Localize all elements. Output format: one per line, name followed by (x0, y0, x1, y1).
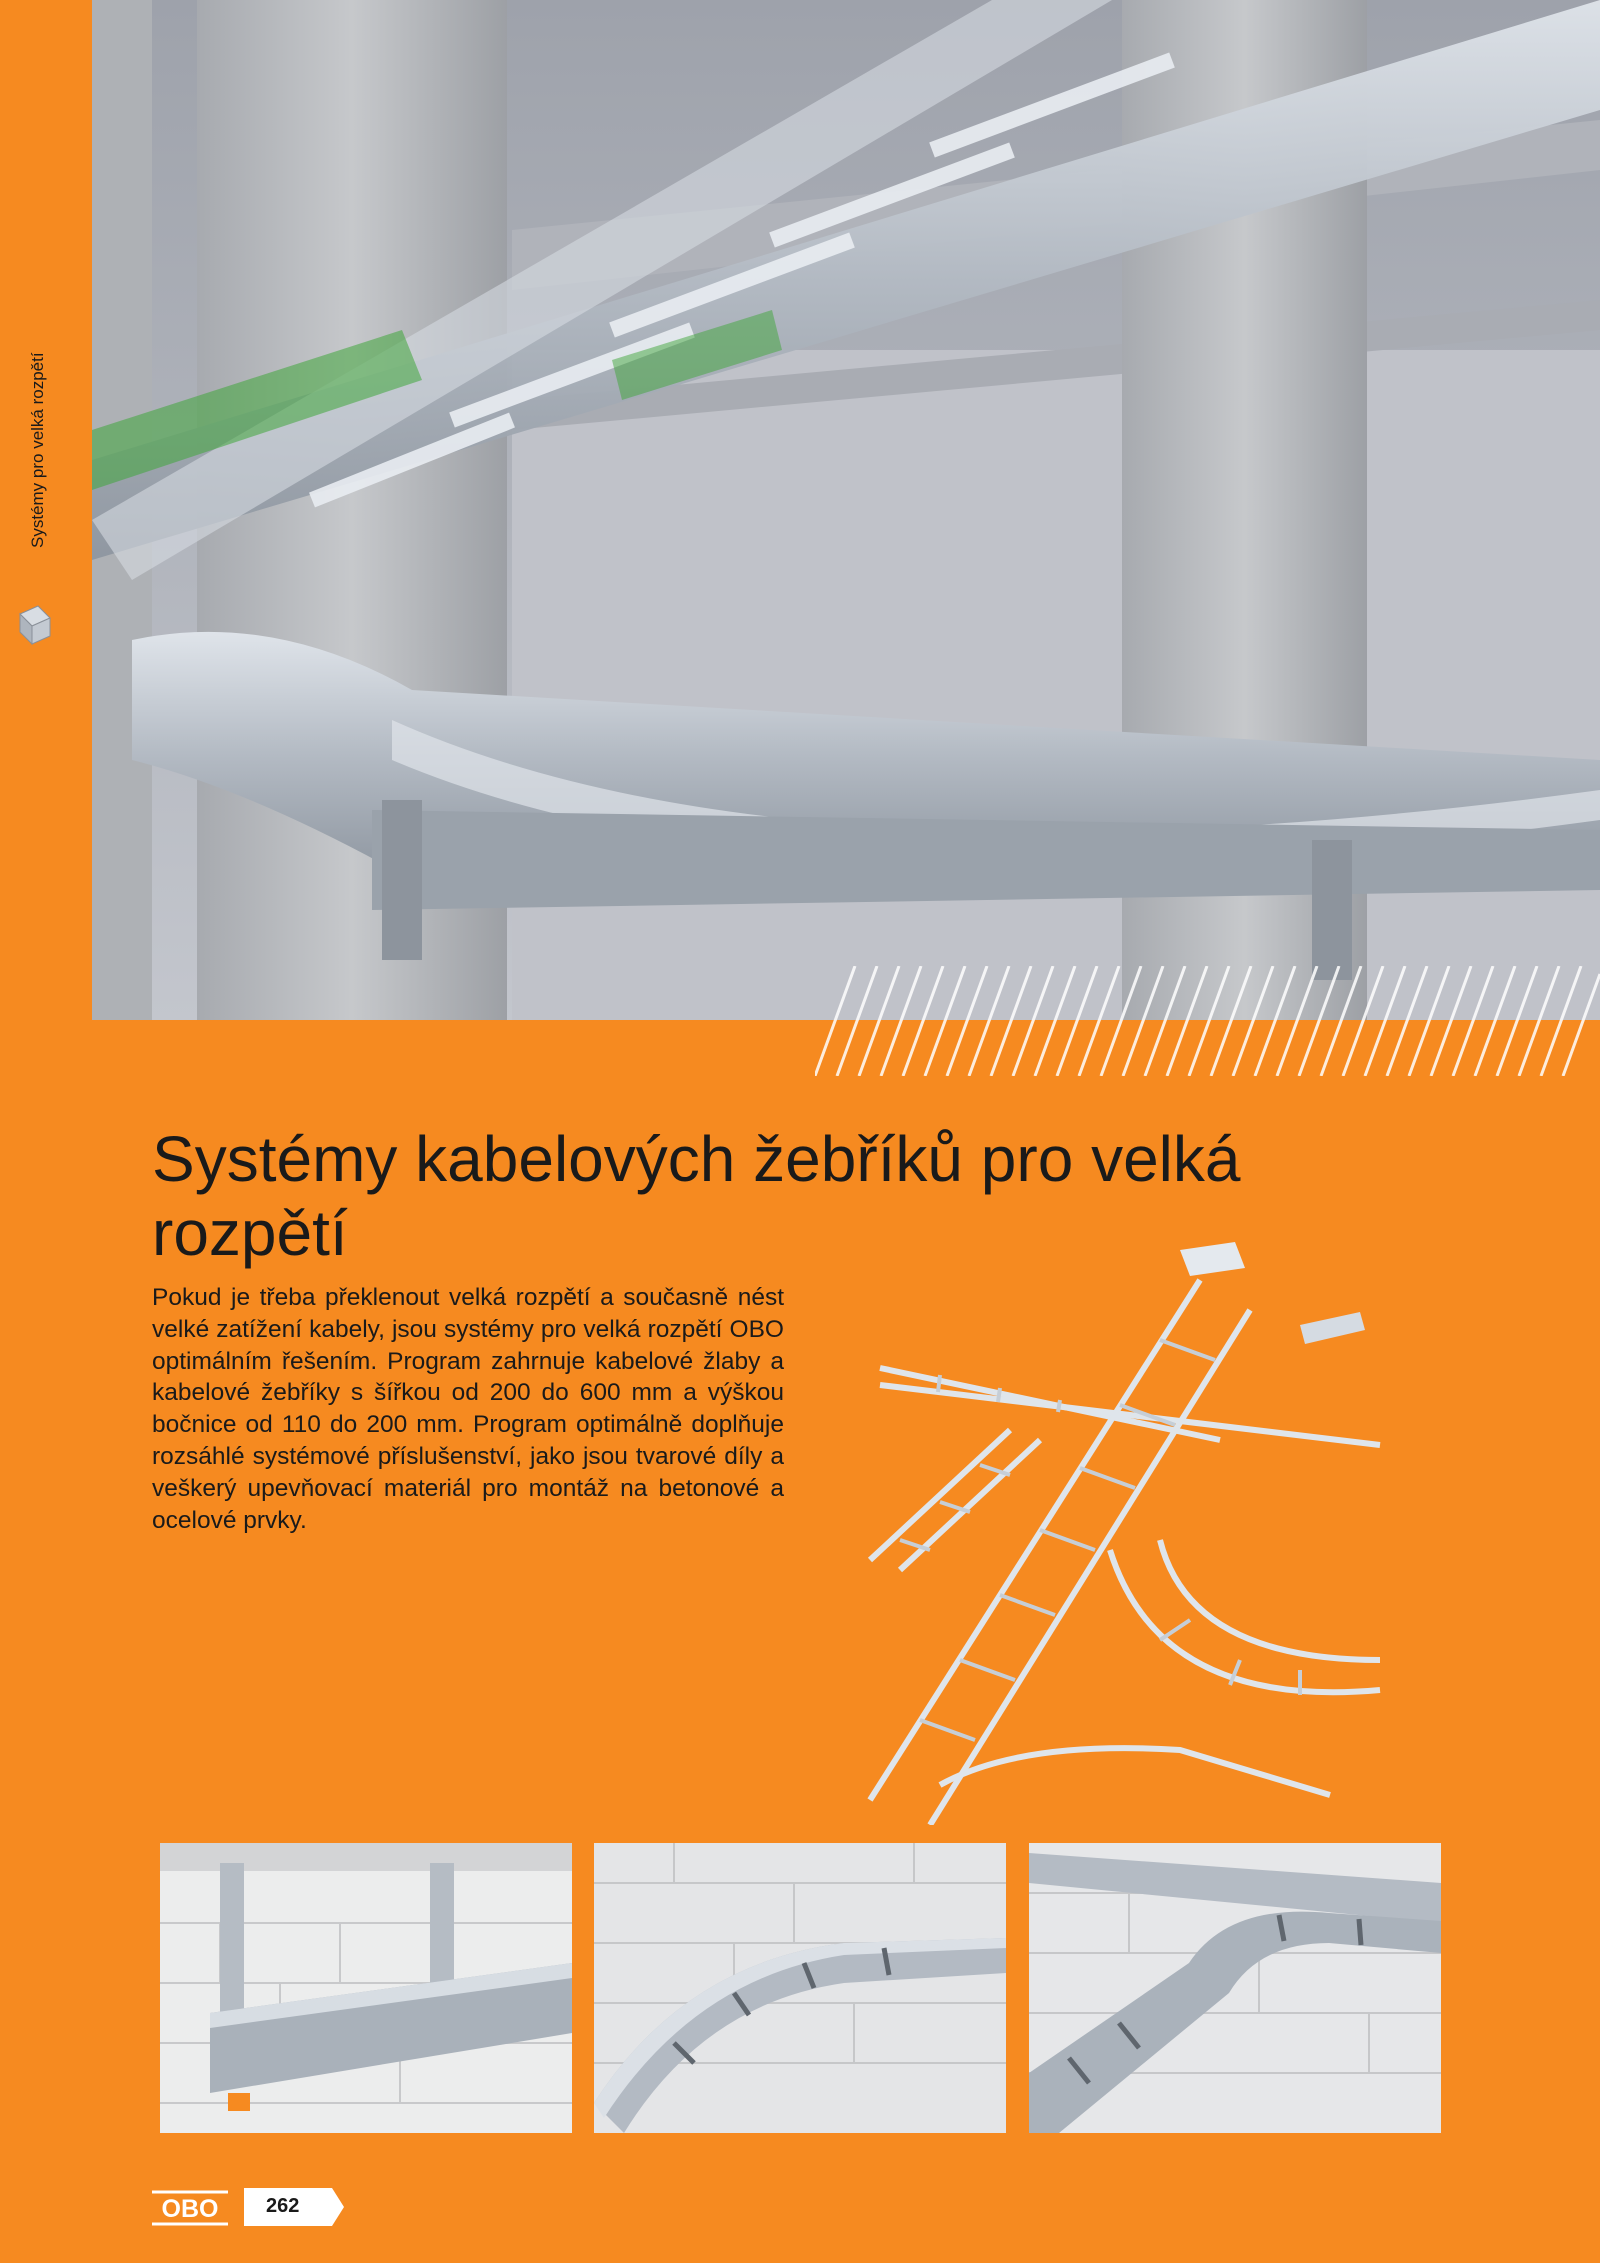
page-number: 262 (266, 2195, 300, 2217)
hero-image (92, 0, 1600, 1020)
page-number-tab (244, 2188, 344, 2226)
decorative-hatch (815, 966, 1600, 1076)
cable-tray-icon (16, 600, 56, 650)
page-title: Systémy kabelových žebříků pro velká rozpětí (152, 1123, 1241, 1269)
obo-logo (150, 2189, 230, 2227)
thumbnail-tee-junction (1029, 1843, 1441, 2133)
cable-ladder-system-illustration (860, 1240, 1400, 1825)
side-strip (0, 0, 92, 2263)
thumbnail-ceiling-mount (160, 1843, 572, 2133)
section-side-label: Systémy pro velká rozpětí (28, 352, 47, 548)
intro-paragraph: Pokud je třeba překlenout velká rozpětí a současně nést velké zatížení kabely, jsou systémy pro velká rozpětí OBO optimálním řešením. Program zahrnuje kabelové žlaby a kabelové žebříky s šířkou od 200 do 600 mm a výškou bočnice od 110 do 200 mm. Program optimálně doplňuje rozsáhlé systémové příslušenství, jako jsou tvarové díly a veškerý upevňovací materiál pro montáž na betonové a ocelové prvky. (152, 1284, 784, 1534)
thumbnail-curved-ladder (594, 1843, 1006, 2133)
logo-text: OBO (161, 2195, 219, 2223)
